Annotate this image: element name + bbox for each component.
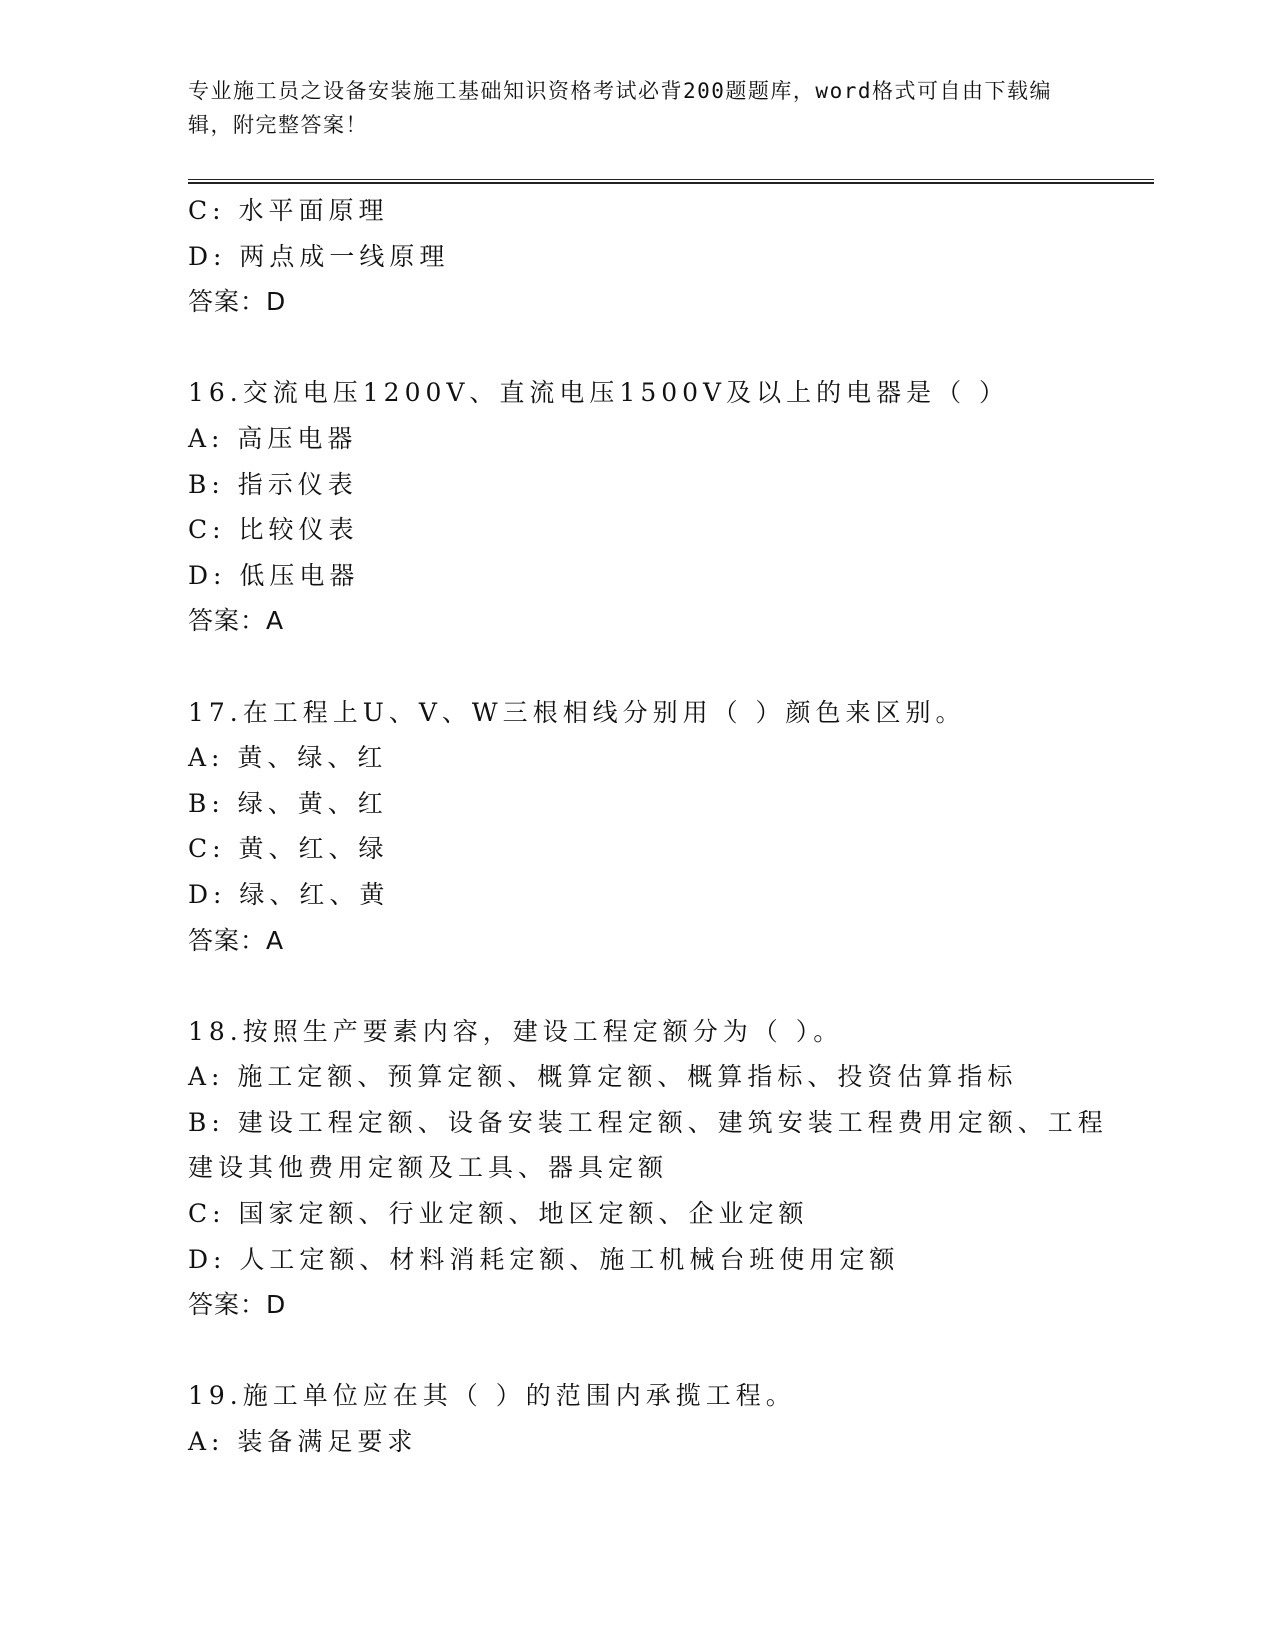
question-option: A: 装备满足要求 [188,1427,418,1457]
question-option-continued: 建设其他费用定额及工具、器具定额 [188,1153,669,1183]
question-option: C: 黄、红、绿 [188,834,389,864]
question-option: D: 低压电器 [188,560,360,590]
spacer [188,644,1088,690]
question-stem: 19.施工单位应在其（ ）的范围内承揽工程。 [188,1381,796,1411]
question-answer: 答案：D [188,1290,287,1320]
question-option: B: 指示仪表 [188,469,358,499]
question-option: C: 比较仪表 [188,515,359,545]
question-option: A: 高压电器 [188,423,358,453]
question-option: B: 绿、黄、红 [188,788,388,818]
question-option: D: 两点成一线原理 [188,241,450,271]
question-stem: 17.在工程上U、V、W三根相线分别用（ ）颜色来区别。 [188,697,966,727]
question-list [188,188,1108,1465]
question-answer: 答案：A [188,925,285,955]
header-divider-thick [188,182,1154,184]
question-option: A: 黄、绿、红 [188,743,388,773]
spacer [188,325,1088,371]
question-answer: 答案：D [188,287,287,317]
question-answer: 答案：A [188,606,285,636]
header-divider-thin [188,179,1154,180]
question-option: A: 施工定额、预算定额、概算定额、概算指标、投资估算指标 [188,1062,1018,1092]
question-option: D: 人工定额、材料消耗定额、施工机械台班使用定额 [188,1244,900,1274]
question-option: D: 绿、红、黄 [188,879,390,909]
spacer [188,1328,1088,1374]
question-option: C: 水平面原理 [188,196,389,225]
question-option: C: 国家定额、行业定额、地区定额、企业定额 [188,1199,809,1229]
document-header: 专业施工员之设备安装施工基础知识资格考试必背200题题库，word格式可自由下载编辑，附完整答案！ [188,79,1052,137]
question-stem: 16.交流电压1200V、直流电压1500V及以上的电器是（ ） [188,378,1010,408]
question-stem: 18.按照生产要素内容，建设工程定额分为（ ）。 [188,1016,844,1046]
question-option: B: 建设工程定额、设备安装工程定额、建筑安装工程费用定额、工程 [188,1107,1108,1137]
spacer [188,963,1088,1009]
